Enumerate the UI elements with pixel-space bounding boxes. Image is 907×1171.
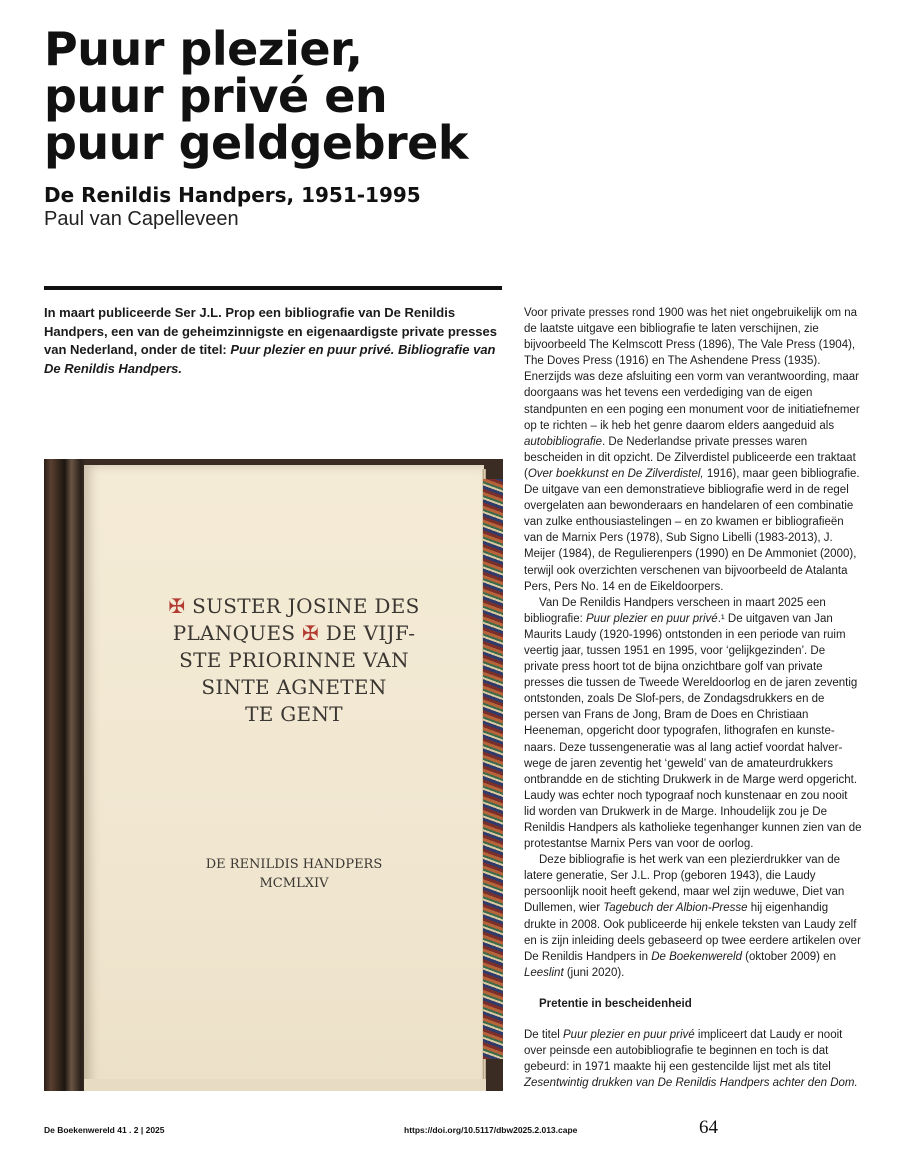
body-column xyxy=(524,305,862,1091)
page-bottom-edge xyxy=(84,1079,486,1091)
author-name: Paul van Capelleveen xyxy=(44,208,239,230)
body-paragraph xyxy=(524,1027,862,1091)
footer-doi-link[interactable]: https://doi.org/10.5117/dbw2025.2.013.cape xyxy=(404,1125,578,1135)
body-paragraph xyxy=(524,852,862,981)
text-run: Deze bibliografie is het werk van een plezierdrukker van de latere generatie, Ser J.L. Prop (geboren 1943), die Laudy persoonlijk nooit heeft gekend, maar wel zijn weduwe, Diet van Dullemen, wier xyxy=(524,854,845,915)
italic-run: autobibliografie xyxy=(524,435,603,448)
cross-ornament-icon: ✠ xyxy=(302,621,320,645)
book-title-line: SUSTER JOSINE DES xyxy=(192,594,420,618)
book-title-page-text xyxy=(144,593,444,728)
intro-paragraph xyxy=(44,304,504,378)
book-title-line: PLANQUES xyxy=(172,621,296,645)
text-run: .¹ De uitgaven van Jan Maurits Laudy (1920-1996) ontstonden in een periode van ruim veertig jaar, tussen 1951 en 1995, voor ‘gelijkgezinden’. De private press hoort tot de bijna onzichtbare golf van private presses die tussen de Tweede Wereldoorlog en de jaren zeventig ontstonden, zoals De Slof-pers, de Zondagsdrukkers en de persen van Frans de Jong, Bram de Does en Christiaan Heeneman, opgericht door typografen, lithografen en kunstenaars. Deze tussengeneratie was al lang actief voordat halverwege de jaren zeventig het ‘geweld’ van de amateurdrukkers ontbrandde en de stichting Drukwerk in de Marge werd opgericht. Laudy was echter noch typograaf noch kunstenaar en zou nooit lid worden van Drukwerk in de Marge. Inhoudelijk zou je De Renildis Handpers als katholieke tegenhanger kunnen zien van de protestantse Marnix Pers van voor de oorlog. xyxy=(524,612,862,851)
italic-run: Tagebuch der Albion-Presse xyxy=(603,902,748,915)
book-page xyxy=(84,465,484,1091)
title-rule xyxy=(44,286,502,290)
imprint-publisher: DE RENILDIS HANDPERS xyxy=(205,857,383,872)
article-title xyxy=(44,22,604,170)
title-line: puur privé en xyxy=(44,69,388,123)
book-title-line: STE PRIORINNE VAN xyxy=(179,648,409,672)
italic-run: Zesentwintig drukken van De Renildis Handpers achter den Dom. xyxy=(524,1077,858,1090)
text-run: (juni 2020). xyxy=(563,966,625,979)
intro-book-title: Puur plezier en puur privé. Bibliografie van De Renildis Handpers. xyxy=(44,342,496,376)
italic-run: Puur plezier en puur privé xyxy=(586,612,718,625)
book-title-line: TE GENT xyxy=(245,702,343,726)
page-number: 64 xyxy=(699,1117,718,1138)
marbled-endpaper xyxy=(483,479,503,1059)
book-photo xyxy=(44,459,503,1091)
title-line: Puur plezier, xyxy=(44,22,363,76)
text-run: 1916), maar geen bibliografie. De uitgave van een demonstratieve bibliografie werd in de regel overgelaten aan bewonderaars en handelaren of een combinatie van zulke enthousiastelingen – en zo kwamen er bibliografieën van de Marnix Pers (1978), Sub Signo Libelli (1983-2013), J. Meijer (1984), de Regulierenpers (1990) en De Ammoniet (2000), terwijl ook overzichten verschenen van bijvoorbeeld de Atalanta Pers, Pers No. 14 en de Eikeldoorpers. xyxy=(524,467,860,593)
article-subtitle: De Renildis Handpers, 1951-1995 xyxy=(44,183,421,207)
body-paragraph xyxy=(524,595,862,853)
body-paragraph xyxy=(524,305,862,595)
text-run: Van De Renildis Handpers verscheen in maart 2025 een bibliografie: xyxy=(524,596,826,625)
text-run: De titel xyxy=(524,1029,563,1042)
italic-run: Leeslint xyxy=(524,966,564,979)
italic-run: De Boekenwereld xyxy=(651,950,742,963)
text-run: impliceert dat Laudy er nooit over peinsde een autobibliografie te beginnen en toch is dat gebeurd: in 1971 maakte hij een gestencilde lijst met als titel xyxy=(524,1029,843,1074)
text-run: (oktober 2009) en xyxy=(741,950,836,963)
italic-run: Puur plezier en puur privé xyxy=(563,1029,695,1042)
italic-run: Over boekkunst en De Zilverdistel, xyxy=(527,467,704,480)
cross-ornament-icon: ✠ xyxy=(168,594,186,618)
book-title-line: DE VIJF- xyxy=(325,621,416,645)
imprint-year: MCMLXIV xyxy=(259,876,329,891)
intro-text: In maart publiceerde Ser J.L. Prop een bibliografie van De Renildis Handpers, een van de geheimzinnigste en eigenaardigste private presses van Nederland, onder de titel: xyxy=(44,305,497,358)
text-run: Voor private presses rond 1900 was het niet ongebruikelijk om na de laatste uitgave een bibliografie te laten verschijnen, zie bijvoorbeeld The Kelmscott Press (1896), The Vale Press (1904), The Doves Press (1916) en The Ashendene Press (1935). Enerzijds was deze afsluiting een vorm van verantwoording, maar doorgaans was het tevens een verdediging van de eigen standpunten en een poging een monument voor de initiatiefnemer op te richten – ik heb het genre daarom elders aangeduid als xyxy=(524,307,860,432)
book-title-line: SINTE AGNETEN xyxy=(201,675,387,699)
section-heading: Pretentie in bescheidenheid xyxy=(539,997,692,1010)
text-run: hij eigenhandig drukte in 2008. Ook publiceerde hij enkele teksten van Laudy zelf en is zijn inleiding deels gebaseerd op twee eerdere artikelen over De Renildis Handpers in xyxy=(524,902,861,963)
title-line: puur geldgebrek xyxy=(44,116,468,170)
footer-journal: De Boekenwereld 41 . 2 | 2025 xyxy=(44,1125,165,1135)
book-imprint xyxy=(144,855,444,893)
text-run: . De Nederlandse private presses waren bescheiden in dit opzicht. De Zilverdistel publiceerde een traktaat ( xyxy=(524,435,856,480)
